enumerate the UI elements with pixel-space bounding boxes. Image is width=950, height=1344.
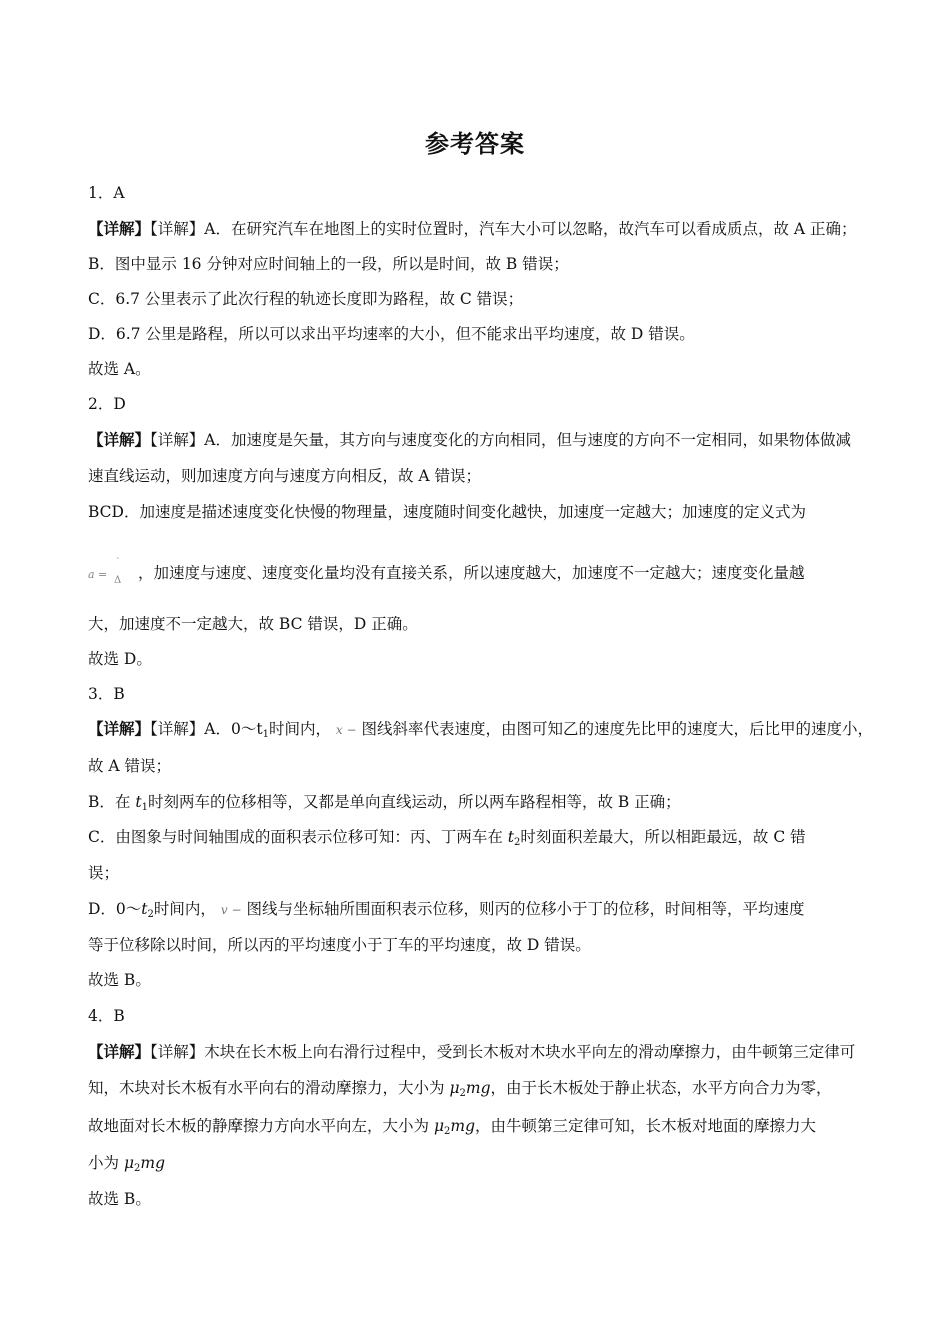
q3-line-6	[88, 899, 804, 925]
q1-line-4: D．6.7 公里是路程，所以可以求出平均速率的大小，但不能求出平均速度，故 D 错误。	[88, 325, 695, 343]
q4-line-2	[88, 1078, 832, 1104]
q3-answer: 3．B	[88, 685, 125, 703]
q4-l3a: 故地面对长木板的静摩擦力方向水平向左，大小为	[88, 1117, 434, 1135]
formula-bottom: Δ	[114, 575, 122, 586]
q4-l3sub: 2	[444, 1126, 451, 1137]
q3-l6frag: v −	[220, 903, 242, 917]
q2-line-2: 速直线运动，则加速度方向与速度方向相反，故 A 错误；	[88, 467, 482, 485]
q4-l2mg: mg	[465, 1079, 491, 1097]
q3-l3sub: 1	[141, 802, 148, 813]
q4-line-1-text: 【详解】木块在长木板上向右滑行过程中，受到长木板对木块水平向左的滑动摩擦力，由牛顿第三定律可	[150, 1043, 856, 1061]
q3-l6sub: 2	[147, 909, 154, 920]
q4-l4sub: 2	[134, 1163, 141, 1174]
q3-line-7: 等于位移除以时间，所以丙的平均速度小于丁车的平均速度，故 D 错误。	[88, 936, 591, 954]
q4-answer: 4．B	[88, 1007, 125, 1025]
q3-line-8: 故选 B。	[88, 971, 151, 989]
q3-line-3	[88, 792, 681, 818]
q4-l3b: ，由牛顿第三定律可知，长木板对地面的摩擦力大	[475, 1117, 817, 1135]
q4-l2sub: 2	[459, 1088, 466, 1099]
q3-l1sub: 1	[262, 729, 269, 740]
formula-a: a =	[88, 568, 108, 581]
q2-line-4-text: ，加速度与速度、速度变化量均没有直接关系，所以速度越大，加速度不一定越大；速度变化量越	[138, 564, 805, 582]
q4-l4mu: μ	[123, 1154, 135, 1172]
q4-l3mu: μ	[433, 1117, 445, 1135]
q2-line-4	[88, 559, 805, 589]
page-title: 参考答案	[425, 130, 525, 158]
q4-line-1: 【详解】【详解】木块在长木板上向右滑行过程中，受到长木板对木块水平向左的滑动摩擦力，由牛顿第三定律可	[88, 1043, 856, 1061]
q1-line-1-text: 【详解】A．在研究汽车在地图上的实时位置时，汽车大小可以忽略，故汽车可以看成质点，故 A 正确；	[150, 220, 857, 238]
q3-l4sub: 2	[514, 837, 521, 848]
q3-l4t: t	[507, 828, 515, 846]
q2-line-6: 故选 D。	[88, 650, 152, 668]
q4-line-4	[88, 1153, 165, 1179]
q3-line-2: 故 A 错误；	[88, 757, 172, 775]
q1-line-3: C．6.7 公里表示了此次行程的轨迹长度即为路程，故 C 错误；	[88, 290, 524, 308]
q3-l1a: 【详解】A．0～t	[150, 720, 263, 738]
q4-line-5: 故选 B。	[88, 1190, 151, 1208]
q4-l2b: ，由于长木板处于静止状态，水平方向合力为零，	[490, 1079, 832, 1097]
q4-l2mu: μ	[449, 1079, 460, 1097]
q3-l6b: 时间内，	[153, 900, 216, 918]
q1-line-2: B．图中显示 16 分钟对应时间轴上的一段，所以是时间，故 B 错误；	[88, 255, 569, 273]
q2-line-1: 【详解】【详解】A．加速度是矢量，其方向与速度变化的方向相同，但与速度的方向不一定相同，如果物体做减	[88, 431, 851, 449]
q3-l4b: 时刻面积差最大，所以相距最远，故 C 错	[520, 828, 806, 846]
q3-l6t: t	[141, 900, 148, 918]
q3-l3t: t	[135, 793, 142, 811]
q2-line-3: BCD．加速度是描述速度变化快慢的物理量，速度随时间变化越快，加速度一定越大；加速度的定义式为	[88, 503, 806, 521]
q3-l1c: 图线斜率代表速度，由图可知乙的速度先比甲的速度大，后比甲的速度小，	[361, 720, 873, 738]
formula-top: ˋ	[116, 558, 121, 568]
q3-l6a: D．0～	[88, 900, 142, 918]
q3-l3b: 时刻两车的位移相等，又都是单向直线运动，所以两车路程相等，故 B 正确；	[147, 793, 681, 811]
q3-l1frag: x −	[335, 723, 357, 737]
q4-l2a: 知，木块对长木板有水平向右的滑动摩擦力，大小为	[88, 1079, 450, 1097]
q1-answer: 1．A	[88, 184, 125, 202]
q3-line-5: 误；	[88, 864, 120, 882]
q2-line-5: 大，加速度不一定越大，故 BC 错误，D 正确。	[88, 615, 418, 633]
q4-l3mg: mg	[450, 1117, 476, 1135]
q1-line-5: 故选 A。	[88, 360, 151, 378]
q3-l6c: 图线与坐标轴所围面积表示位移，则丙的位移小于丁的位移，时间相等，平均速度	[246, 900, 805, 918]
q3-l3a: B．在	[88, 793, 136, 811]
q3-line-4	[88, 827, 806, 853]
acceleration-formula	[88, 559, 138, 589]
q4-l4a: 小为	[88, 1154, 124, 1172]
q1-line-1: 【详解】【详解】A．在研究汽车在地图上的实时位置时，汽车大小可以忽略，故汽车可以看成质点，故 A 正确；	[88, 220, 857, 238]
q3-l1b: 时间内，	[268, 720, 331, 738]
q4-l4mg: mg	[140, 1154, 166, 1172]
q3-line-1: 【详解】【详解】A．$0\sim t_1$时间内， x − 图线斜率代表速度，由图可知乙的速度先比甲的速度大，后比甲的速度小，	[88, 720, 873, 740]
q2-answer: 2．D	[88, 395, 126, 413]
q4-line-3	[88, 1116, 816, 1142]
q2-line-1-text: 【详解】A．加速度是矢量，其方向与速度变化的方向相同，但与速度的方向不一定相同，如果物体做减	[150, 431, 851, 449]
q3-l4a: C．由图象与时间轴围成的面积表示位移可知：丙、丁两车在	[88, 828, 508, 846]
